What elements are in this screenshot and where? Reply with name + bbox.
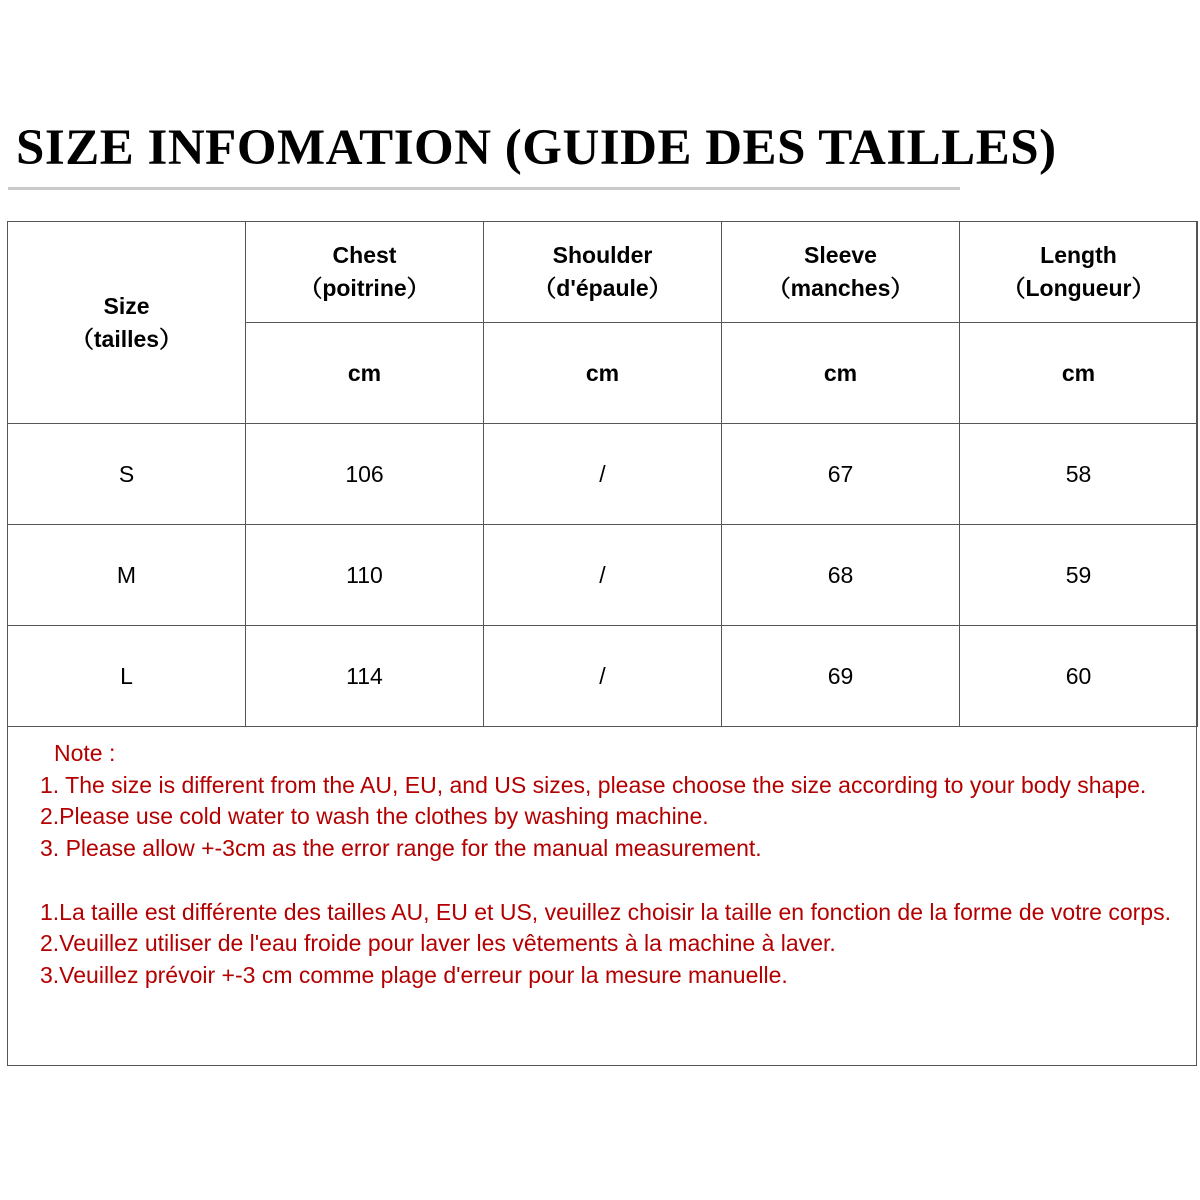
column-header-chest xyxy=(246,222,484,323)
column-header-shoulder xyxy=(484,222,722,323)
note-fr-1: 1.La taille est différente des tailles AU, EU et US, veuillez choisir la taille en fonction de la forme de votre corps. xyxy=(40,898,1171,925)
length-cell: 60 xyxy=(960,626,1198,727)
column-header-label-fr: （poitrine） xyxy=(299,275,430,301)
size-cell: L xyxy=(8,626,246,727)
size-header-cell xyxy=(8,222,246,424)
sleeve-cell: 69 xyxy=(722,626,960,727)
column-header-label: Length xyxy=(1040,242,1117,268)
table-row xyxy=(8,626,1198,727)
notes-spacer xyxy=(40,865,1190,897)
column-header-length xyxy=(960,222,1198,323)
size-table xyxy=(7,221,1198,727)
chest-cell: 114 xyxy=(246,626,484,727)
title-divider xyxy=(8,187,960,190)
note-fr-3: 3.Veuillez prévoir +-3 cm comme plage d'erreur pour la mesure manuelle. xyxy=(40,961,788,988)
unit-cell: cm xyxy=(246,323,484,424)
sleeve-cell: 68 xyxy=(722,525,960,626)
table-row xyxy=(8,525,1198,626)
notes-block xyxy=(40,738,1190,992)
notes-heading: Note : xyxy=(54,740,116,766)
length-cell: 59 xyxy=(960,525,1198,626)
length-cell: 58 xyxy=(960,424,1198,525)
chest-cell: 110 xyxy=(246,525,484,626)
shoulder-cell: / xyxy=(484,424,722,525)
shoulder-cell: / xyxy=(484,525,722,626)
note-en-3: 3. Please allow +-3cm as the error range for the manual measurement. xyxy=(40,835,762,862)
page-title: SIZE INFOMATION (GUIDE DES TAILLES) xyxy=(16,120,1057,176)
unit-cell: cm xyxy=(960,323,1198,424)
column-header-sleeve xyxy=(722,222,960,323)
column-header-label: Chest xyxy=(332,242,397,268)
note-en-2: 2.Please use cold water to wash the clothes by washing machine. xyxy=(40,803,709,830)
column-header-label-fr: （d'épaule） xyxy=(533,275,672,301)
note-fr-2: 2.Veuillez utiliser de l'eau froide pour laver les vêtements à la machine à laver. xyxy=(40,930,836,957)
column-header-label-fr: （Longueur） xyxy=(1002,275,1155,301)
chest-cell: 106 xyxy=(246,424,484,525)
shoulder-cell: / xyxy=(484,626,722,727)
table-header-row xyxy=(8,222,1198,323)
size-header-label: Size xyxy=(103,292,150,319)
unit-cell: cm xyxy=(722,323,960,424)
size-cell: M xyxy=(8,525,246,626)
unit-cell: cm xyxy=(484,323,722,424)
column-header-label-fr: （manches） xyxy=(767,275,914,301)
note-en-1: 1. The size is different from the AU, EU, and US sizes, please choose the size according to your body shape. xyxy=(40,771,1147,798)
sleeve-cell: 67 xyxy=(722,424,960,525)
size-cell: S xyxy=(8,424,246,525)
column-header-label: Sleeve xyxy=(804,242,877,268)
size-header-label-fr: （tailles） xyxy=(70,325,183,352)
table-row xyxy=(8,424,1198,525)
column-header-label: Shoulder xyxy=(552,242,653,268)
